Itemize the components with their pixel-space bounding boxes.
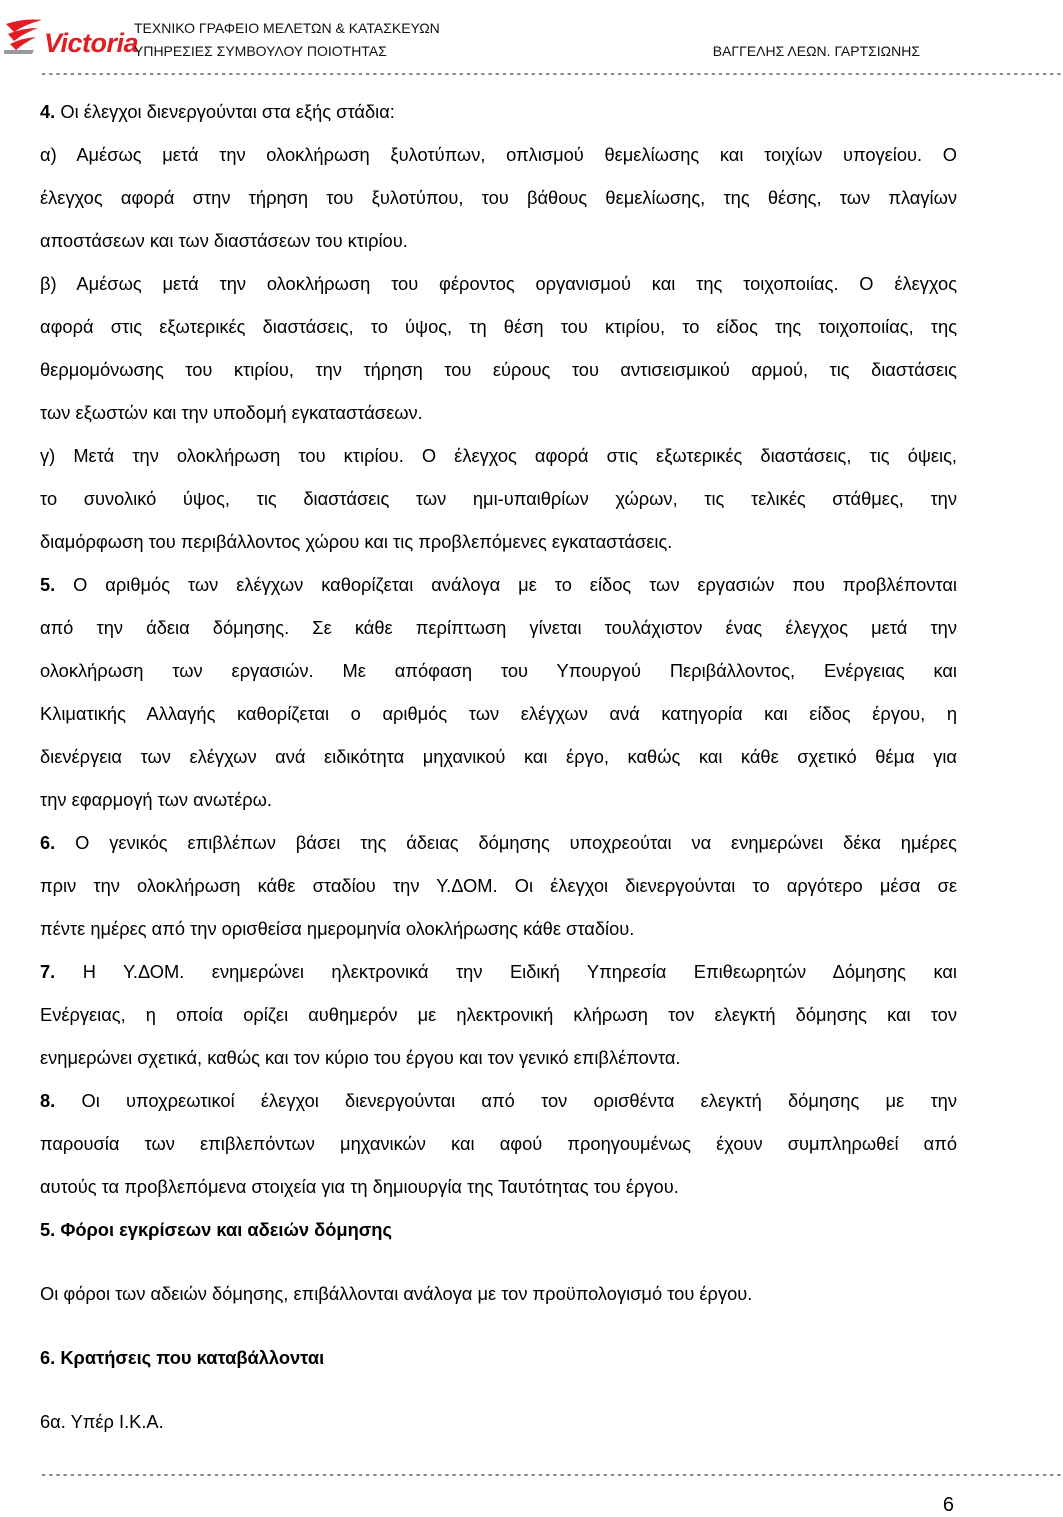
paragraph-line: αποστάσεων και των διαστάσεων του κτιρίου.: [40, 230, 408, 251]
company-title: ΤΕΧΝΙΚΟ ΓΡΑΦΕΙΟ ΜΕΛΕΤΩΝ & ΚΑΤΑΣΚΕΥΩΝ: [134, 20, 440, 36]
paragraph-line: πριν την ολοκλήρωση κάθε σταδίου την Υ.ΔΟΜ. Οι έλεγχοι διενεργούνται το αργότερο μέσα σε: [40, 875, 957, 896]
paragraph-line: γ) Μετά την ολοκλήρωση του κτιρίου. Ο έλεγχος αφορά στις εξωτερικές διαστάσεις, τις όψεις,: [40, 445, 957, 466]
item-number: 5.: [40, 574, 56, 595]
paragraph-line: διαμόρφωση του περιβάλλοντος χώρου και τις προβλεπόμενες εγκαταστάσεις.: [40, 531, 673, 552]
section-4-heading: 4. Οι έλεγχοι διενεργούνται στα εξής στάδια:: [40, 101, 395, 122]
footer-separator: ----------------------------------------------------------------------------------------------------------------------------------------------: [40, 1468, 1063, 1482]
paragraph-line: την εφαρμογή των ανωτέρω.: [40, 789, 272, 810]
paragraph-line: αφορά στις εξωτερικές διαστάσεις, το ύψος, τη θέση του κτιρίου, το είδος της τοιχοποιίας, της: [40, 316, 957, 337]
header-separator: ----------------------------------------------------------------------------------------------------------------------------------------------: [40, 67, 1063, 81]
paragraph-line: παρουσία των επιβλεπόντων μηχανικών και αφού προηγουμένως έχουν συμπληρωθεί από: [40, 1133, 957, 1154]
paragraph-line: ολοκλήρωση των εργασιών. Με απόφαση του Υπουργού Περιβάλλοντος, Ενέργειας και: [40, 660, 957, 681]
section-number: 4.: [40, 101, 56, 122]
victoria-logo: [4, 14, 139, 62]
spacer: [40, 1315, 957, 1336]
paragraph-7-first-line: 7. Η Υ.ΔΟΜ. ενημερώνει ηλεκτρονικά την Ειδική Υπηρεσία Επιθεωρητών Δόμησης και: [40, 961, 957, 982]
page-header: [0, 0, 1063, 81]
paragraph-line: β) Αμέσως μετά την ολοκλήρωση του φέροντος οργανισμού και της τοιχοποιίας. Ο έλεγχος: [40, 273, 957, 294]
paragraph-line: έλεγχος αφορά στην τήρηση του ξυλοτύπου, του βάθους θεμελίωσης, της θέσης, των πλαγίων: [40, 187, 957, 208]
section-5-heading: 5. Φόροι εγκρίσεων και αδειών δόμησης: [40, 1219, 392, 1240]
paragraph-line: διενέργεια των ελέγχων ανά ειδικότητα μηχανικού και έργο, καθώς και κάθε σχετικό θέμα για: [40, 746, 957, 767]
section-5-text: Οι φόροι των αδειών δόμησης, επιβάλλονται ανάλογα με τον προϋπολογισμό του έργου.: [40, 1283, 753, 1304]
paragraph-line: αυτούς τα προβλεπόμενα στοιχεία για τη δημιουργία της Ταυτότητας του έργου.: [40, 1176, 679, 1197]
paragraph-line: α) Αμέσως μετά την ολοκλήρωση ξυλοτύπων, οπλισμού θεμελίωσης και τοιχίων υπογείου. Ο: [40, 144, 957, 165]
section-6a-item: 6α. Υπέρ Ι.Κ.Α.: [40, 1411, 164, 1432]
company-subtitle: ΥΠΗΡΕΣΙΕΣ ΣΥΜΒΟΥΛΟΥ ΠΟΙΟΤΗΤΑΣ: [134, 43, 387, 59]
paragraph-line: από την άδεια δόμησης. Σε κάθε περίπτωση γίνεται τουλάχιστον ένας έλεγχος μετά την: [40, 617, 957, 638]
item-number: 6.: [40, 832, 56, 853]
paragraph-6-first-line: 6. Ο γενικός επιβλέπων βάσει της άδειας δόμησης υποχρεούται να ενημερώνει δέκα ημέρες: [40, 832, 957, 853]
paragraph-line: το συνολικό ύψος, τις διαστάσεις των ημι-υπαιθρίων χώρων, τις τελικές στάθμες, την: [40, 488, 957, 509]
document-body: [40, 90, 957, 1443]
paragraph-line: Ενέργειας, η οποία ορίζει αυθημερόν με ηλεκτρονική κλήρωση τον ελεγκτή δόμησης και τον: [40, 1004, 957, 1025]
item-number: 8.: [40, 1090, 56, 1111]
paragraph-line: ενημερώνει σχετικά, καθώς και τον κύριο του έργου και τον γενικό επιβλέποντα.: [40, 1047, 681, 1068]
item-number: 7.: [40, 961, 56, 982]
page-number: 6: [942, 1494, 954, 1516]
paragraph-line: πέντε ημέρες από την ορισθείσα ημερομηνία ολοκλήρωσης κάθε σταδίου.: [40, 918, 635, 939]
paragraph-line: θερμομόνωσης του κτιρίου, την τήρηση του εύρους του αντισεισμικού αρμού, τις διαστάσεις: [40, 359, 957, 380]
author-name: ΒΑΓΓΕΛΗΣ ΛΕΩΝ. ΓΑΡΤΣΙΩΝΗΣ: [712, 43, 920, 59]
paragraph-line: Κλιματικής Αλλαγής καθορίζεται ο αριθμός των ελέγχων ανά κατηγορία και είδος έργου, η: [40, 703, 957, 724]
paragraph-line: των εξωστών και την υποδομή εγκαταστάσεων.: [40, 402, 423, 423]
paragraph-5-first-line: 5. Ο αριθμός των ελέγχων καθορίζεται ανάλογα με το είδος των εργασιών που προβλέπονται: [40, 574, 957, 595]
swoosh-icon: [4, 14, 44, 62]
section-6-heading: 6. Κρατήσεις που καταβάλλονται: [40, 1347, 325, 1368]
spacer: [40, 1379, 957, 1400]
logo-text: Victoria: [44, 28, 139, 58]
spacer: [40, 1251, 957, 1272]
paragraph-8-first-line: 8. Οι υποχρεωτικοί έλεγχοι διενεργούνται από τον ορισθέντα ελεγκτή δόμησης με την: [40, 1090, 957, 1111]
